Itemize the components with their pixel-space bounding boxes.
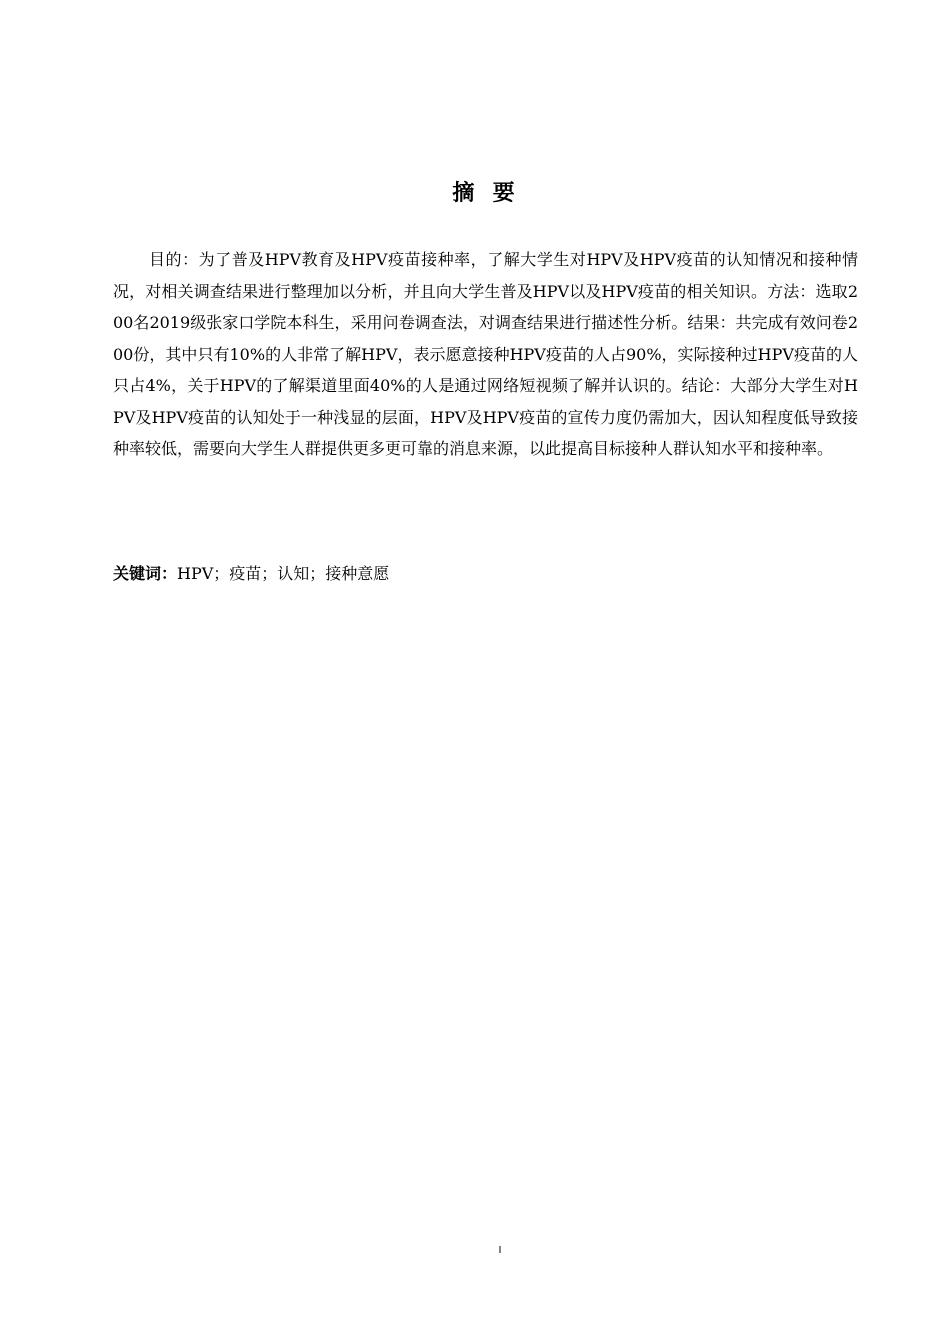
keywords-values: HPV；疫苗；认知；接种意愿	[177, 564, 390, 583]
abstract-title: 摘 要	[452, 181, 516, 206]
keywords-line	[113, 560, 858, 588]
abstract-body: 目的：为了普及HPV教育及HPV疫苗接种率，了解大学生对HPV及HPV疫苗的认知情况和接种情况，对相关调查结果进行整理加以分析，并且向大学生普及HPV以及HPV疫苗的相关知识。方法：选取200名2019级张家口学院本科生，采用问卷调查法，对调查结果进行描述性分析。结果：共完成有效问卷200份，其中只有10%的人非常了解HPV，表示愿意接种HPV疫苗的人占90%，实际接种过HPV疫苗的人只占4%，关于HPV的了解渠道里面40%的人是通过网络短视频了解并认识的。结论：大部分大学生对HPV及HPV疫苗的认知处于一种浅显的层面，HPV及HPV疫苗的宣传力度仍需加大，因认知程度低导致接种率较低，需要向大学生人群提供更多更可靠的消息来源，以此提高目标接种人群认知水平和接种率。	[113, 250, 858, 458]
keywords-label: 关键词：	[113, 564, 178, 583]
page-number: I	[498, 1245, 502, 1256]
